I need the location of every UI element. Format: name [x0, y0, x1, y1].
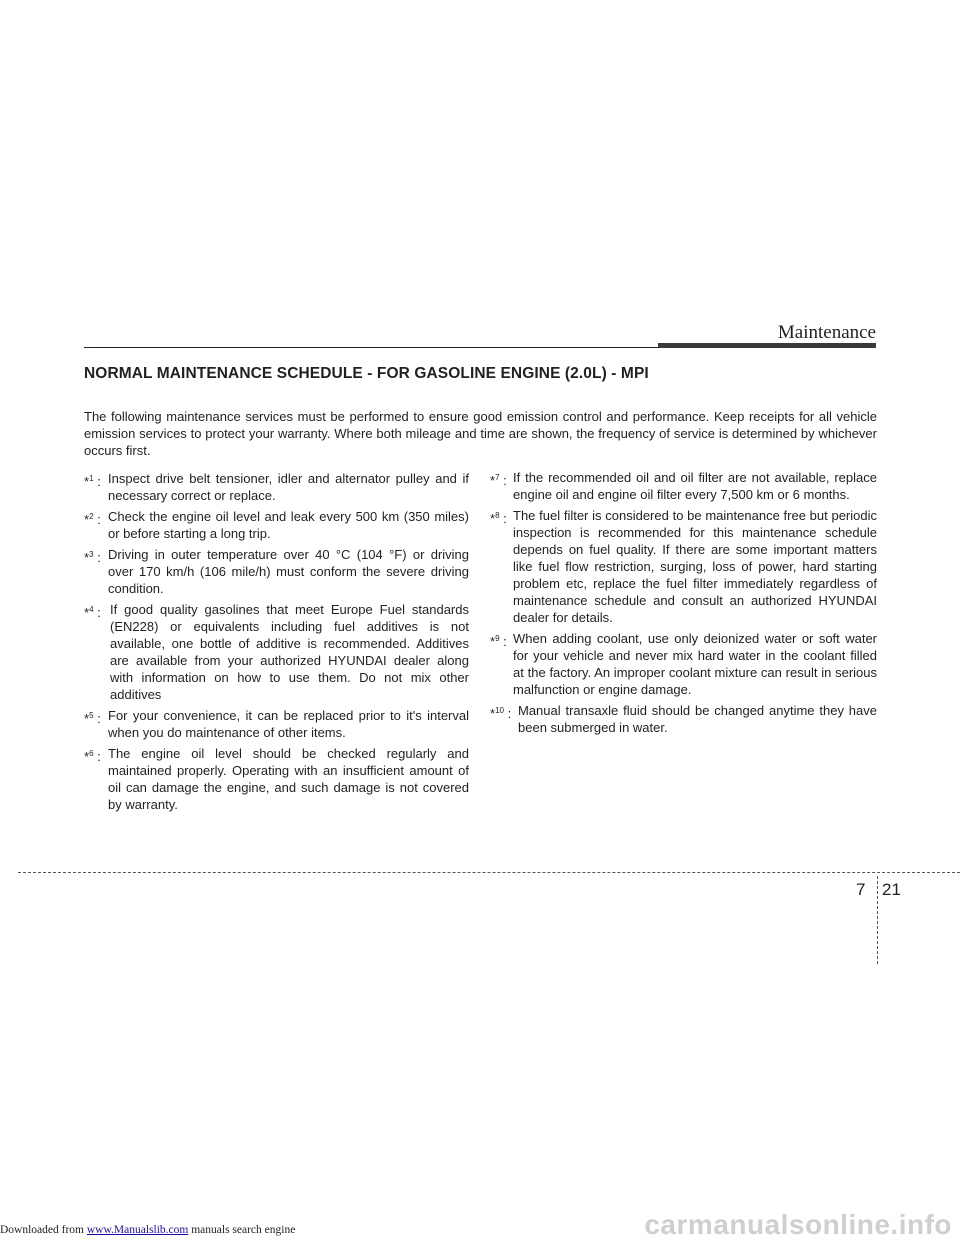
footnote-text: For your convenience, it can be replaced prior to it's interval when you do maintenance of other items.: [108, 708, 469, 740]
intro-paragraph: The following maintenance services must be performed to ensure good emission control and performance. Keep receipts for all vehicle emission services to protect your warranty. Where both mileage and time are shown, the frequency of service is determined by whichever occurs first.: [84, 409, 877, 458]
footnote: [84, 601, 469, 703]
footnote-marker: *$^8$ :: [490, 511, 507, 526]
footnote-marker: *$^9$ :: [490, 634, 507, 649]
footnote: [84, 546, 469, 597]
chapter-number: 7: [856, 880, 866, 899]
banner-suffix: manuals search engine: [188, 1224, 296, 1236]
footnote: [84, 470, 469, 504]
footnote-marker: *$^3$ :: [84, 550, 101, 565]
footnote-marker: *$^5$ :: [84, 711, 101, 726]
footnote: [84, 508, 469, 542]
notes-right-column: [490, 469, 877, 740]
download-banner: [0, 1224, 295, 1236]
header-bar: [658, 343, 876, 348]
footnote-marker: *$^6$ :: [84, 749, 101, 764]
footnote-marker: *$^{10}$ :: [490, 706, 512, 721]
footnote-text: Inspect drive belt tensioner, idler and alternator pulley and if necessary correct or replace.: [108, 471, 469, 503]
footnote: [84, 745, 469, 813]
footnote-marker: *$^1$ :: [84, 474, 101, 489]
footnote-text: The engine oil level should be checked regularly and maintained properly. Operating with an insufficient amount of oil can damage the engine, and such damage is not covered by warranty.: [108, 746, 469, 812]
footnote-marker: *$^2$ :: [84, 512, 101, 527]
header-rule: [84, 347, 658, 348]
page-number: 21: [882, 880, 901, 899]
footnote-text: The fuel filter is considered to be maintenance free but periodic inspection is recommended for this maintenance schedule depends on fuel quality. If there are some important matters like fuel flow restriction, surging, loss of power, hard starting problem etc, replace the fuel filter immediately regardless of maintenance schedule and consult an authorized HYUNDAI dealer for details.: [513, 508, 877, 625]
footnote-text: Check the engine oil level and leak every 500 km (350 miles) or before starting a long trip.: [108, 509, 469, 541]
footnote-marker: *$^4$ :: [84, 605, 101, 620]
manualslib-link[interactable]: www.Manualslib.com: [86, 1224, 189, 1236]
footnote: [490, 469, 877, 503]
page-title: NORMAL MAINTENANCE SCHEDULE - FOR GASOLINE ENGINE (2.0L) - MPI: [84, 365, 649, 382]
footnote-text: If the recommended oil and oil filter are not available, replace engine oil and engine oil filter every 7,500 km or 6 months.: [513, 470, 877, 502]
footnote-text: Manual transaxle fluid should be changed anytime they have been submerged in water.: [518, 703, 877, 735]
footnote-text: When adding coolant, use only deionized water or soft water for your vehicle and never mix hard water in the coolant filled at the factory. An improper coolant mixture can result in serious malfunction or engine damage.: [513, 631, 877, 697]
banner-prefix: Downloaded from: [0, 1224, 87, 1236]
section-title: Maintenance: [777, 322, 876, 343]
footnote: [490, 507, 877, 626]
footnote-text: If good quality gasolines that meet Europe Fuel standards (EN228) or equivalents including fuel additives is not available, one bottle of additive is recommended. Additives are available from your authorized HYUNDAI dealer along with information on how to use them. Do not mix other additives: [110, 602, 469, 702]
footer-divider: [877, 876, 878, 964]
footnote: [490, 702, 877, 736]
footnote: [84, 707, 469, 741]
footnote-text: Driving in outer temperature over 40 °C (104 °F) or driving over 170 km/h (106 mile/h) must conform the severe driving condition.: [108, 547, 469, 596]
footnote-marker: *$^7$ :: [490, 473, 507, 488]
footer-rule: [18, 872, 960, 873]
notes-left-column: [84, 470, 469, 817]
footnote: [490, 630, 877, 698]
watermark-logo: carmanualsonline.info: [644, 1209, 952, 1240]
